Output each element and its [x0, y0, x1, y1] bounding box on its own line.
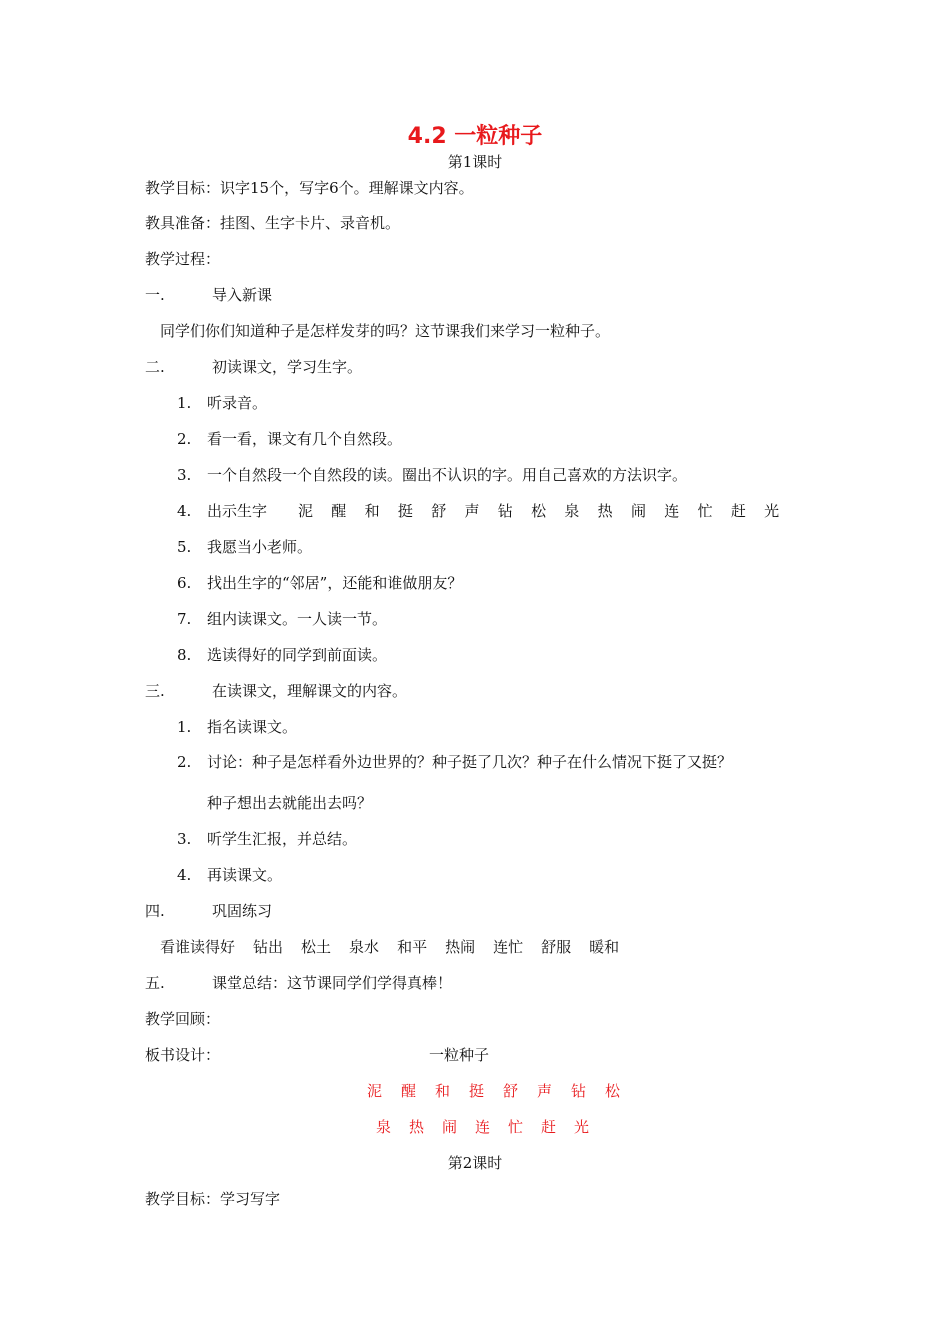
- character: 和: [364, 502, 380, 520]
- practice-word: 舒服: [541, 938, 572, 956]
- character: 钻: [497, 502, 513, 520]
- list-item-number: 4.: [177, 866, 192, 884]
- character: 舒: [431, 502, 447, 520]
- document-title: 4.2 一粒种子: [407, 124, 543, 149]
- board-character: 挺: [469, 1082, 485, 1100]
- list-item-number: 7.: [177, 610, 192, 628]
- section-5-number: 五.: [145, 974, 165, 992]
- board-character: 舒: [503, 1082, 519, 1100]
- teaching-process-label: 教学过程：: [145, 250, 221, 268]
- practice-word: 暖和: [589, 938, 620, 956]
- character: 光: [764, 502, 780, 520]
- board-character: 赶: [541, 1118, 557, 1136]
- character: 醒: [331, 502, 347, 520]
- section-4-number: 四.: [145, 902, 165, 920]
- practice-word: 和平: [397, 938, 428, 956]
- board-design-label: 板书设计：: [145, 1046, 221, 1064]
- list-item-number: 2.: [177, 430, 192, 448]
- section-2-title: 初读课文，学习生字。: [212, 358, 363, 376]
- list-item-number: 1.: [177, 718, 192, 736]
- board-character: 闹: [442, 1118, 458, 1136]
- list-item-number: 3.: [177, 466, 192, 484]
- list-item: 听录音。: [207, 394, 268, 412]
- board-character: 热: [409, 1118, 425, 1136]
- list-item: 出示生字: [207, 502, 268, 520]
- character: 连: [664, 502, 680, 520]
- board-character: 松: [605, 1082, 621, 1100]
- board-row-1: [367, 1081, 639, 1101]
- character: 泥: [298, 502, 314, 520]
- board-character: 醒: [401, 1082, 417, 1100]
- board-row-2: [376, 1117, 607, 1137]
- practice-word: 泉水: [349, 938, 380, 956]
- list-item-number: 2.: [177, 753, 192, 771]
- section-3-number: 三.: [145, 682, 165, 700]
- list-item: 再读课文。: [207, 866, 283, 884]
- section-2-number: 二.: [145, 358, 165, 376]
- character: 热: [597, 502, 613, 520]
- practice-word: 钻出: [253, 938, 284, 956]
- list-item: 选读得好的同学到前面读。: [207, 646, 388, 664]
- list-item-continuation: 种子想出去就能出去吗？: [207, 794, 373, 812]
- section-1-number: 一.: [145, 286, 165, 304]
- practice-word: 连忙: [493, 938, 524, 956]
- character: 挺: [397, 502, 413, 520]
- section-1-text: 同学们你们知道种子是怎样发芽的吗？这节课我们来学习一粒种子。: [160, 322, 611, 340]
- board-character: 声: [537, 1082, 553, 1100]
- board-character: 和: [435, 1082, 451, 1100]
- character: 泉: [564, 502, 580, 520]
- practice-words: [160, 937, 637, 957]
- lesson-1-heading: 第1课时: [447, 153, 503, 171]
- new-characters-list: [298, 501, 797, 521]
- board-character: 忙: [508, 1118, 524, 1136]
- board-character: 连: [475, 1118, 491, 1136]
- board-character: 泉: [376, 1118, 392, 1136]
- character: 声: [464, 502, 480, 520]
- practice-lead: 看谁读得好: [160, 938, 236, 956]
- list-item: 听学生汇报，并总结。: [207, 830, 358, 848]
- teaching-goal-2: 教学目标：学习写字: [145, 1190, 281, 1208]
- board-character: 光: [574, 1118, 590, 1136]
- section-1-title: 导入新课: [212, 286, 273, 304]
- teaching-goal: 教学目标：识字15个，写字6个。理解课文内容。: [145, 179, 474, 197]
- practice-word: 热闹: [445, 938, 476, 956]
- practice-word: 松土: [301, 938, 332, 956]
- character: 闹: [630, 502, 646, 520]
- list-item: 讨论：种子是怎样看外边世界的？种子挺了几次？种子在什么情况下挺了又挺？: [207, 753, 733, 771]
- list-item: 我愿当小老师。: [207, 538, 313, 556]
- list-item-number: 5.: [177, 538, 192, 556]
- character: 忙: [697, 502, 713, 520]
- character: 松: [531, 502, 547, 520]
- list-item-number: 3.: [177, 830, 192, 848]
- list-item-number: 1.: [177, 394, 192, 412]
- list-item: 看一看，课文有几个自然段。: [207, 430, 403, 448]
- list-item: 一个自然段一个自然段的读。圈出不认识的字。用自己喜欢的方法识字。: [207, 466, 688, 484]
- list-item-number: 8.: [177, 646, 192, 664]
- lesson-2-heading: 第2课时: [447, 1154, 503, 1172]
- list-item: 组内读课文。一人读一节。: [207, 610, 388, 628]
- section-3-title: 在读课文，理解课文的内容。: [212, 682, 408, 700]
- section-5-title: 课堂总结：这节课同学们学得真棒！: [212, 974, 453, 992]
- teaching-review-label: 教学回顾：: [145, 1010, 221, 1028]
- section-4-title: 巩固练习: [212, 902, 273, 920]
- board-character: 泥: [367, 1082, 383, 1100]
- teaching-tools: 教具准备：挂图、生字卡片、录音机。: [145, 214, 401, 232]
- list-item: 找出生字的“邻居”，还能和谁做朋友？: [207, 574, 463, 592]
- list-item-number: 4.: [177, 502, 192, 520]
- list-item: 指名读课文。: [207, 718, 298, 736]
- board-character: 钻: [571, 1082, 587, 1100]
- character: 赶: [730, 502, 746, 520]
- board-title: 一粒种子: [429, 1046, 490, 1064]
- list-item-number: 6.: [177, 574, 192, 592]
